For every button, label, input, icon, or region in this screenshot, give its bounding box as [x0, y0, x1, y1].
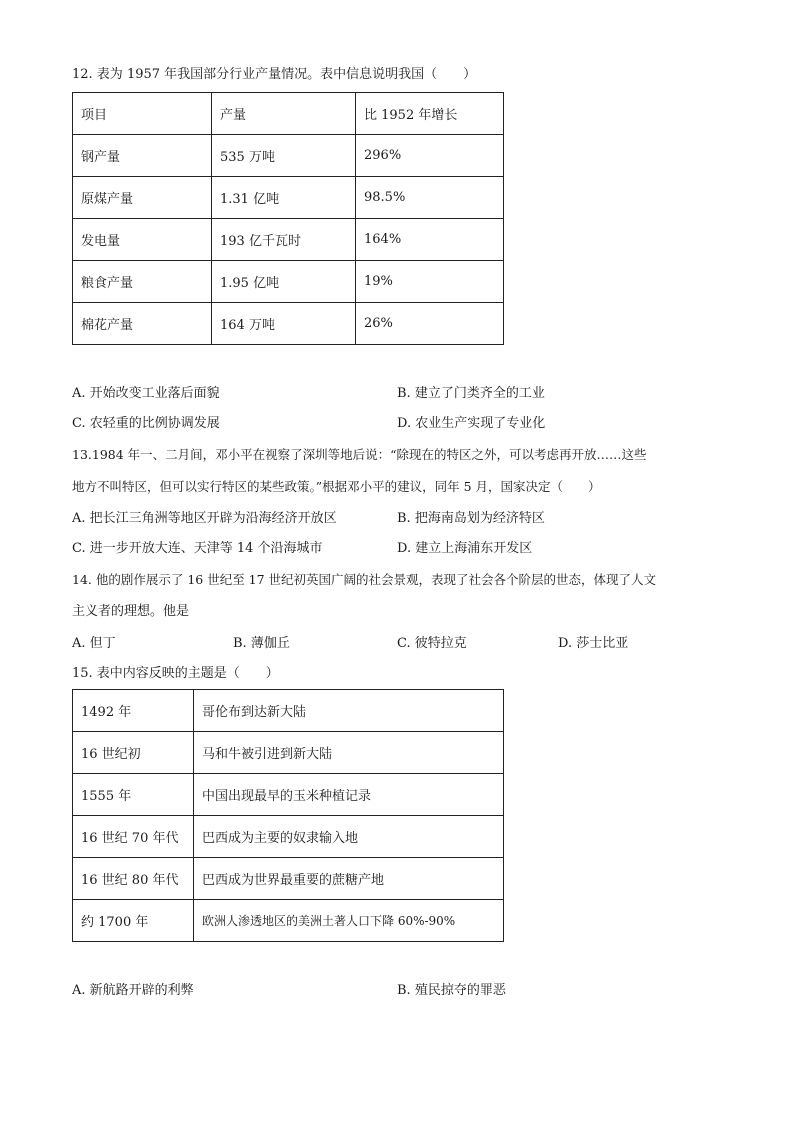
table-cell: 巴西成为世界最重要的蔗糖产地	[194, 858, 504, 900]
table-cell: 原煤产量	[73, 177, 212, 219]
table-row	[73, 177, 504, 219]
table-cell: 约 1700 年	[73, 900, 194, 942]
table-row	[73, 732, 504, 774]
table-cell: 棉花产量	[73, 303, 212, 345]
q14-option-c: C. 彼特拉克	[397, 636, 467, 651]
q15-option-b: B. 殖民掠夺的罪恶	[397, 983, 506, 998]
table-header-cell: 比 1952 年增长	[356, 93, 504, 135]
q14-option-a: A. 但丁	[72, 636, 116, 651]
table-cell: 535 万吨	[212, 135, 356, 177]
table-cell: 26%	[356, 303, 504, 345]
table-row	[73, 135, 504, 177]
table-row	[73, 690, 504, 732]
q12-option-c: C. 农轻重的比例协调发展	[72, 416, 220, 431]
table-header-cell: 产量	[212, 93, 356, 135]
table-row	[73, 303, 504, 345]
q15-table	[72, 689, 504, 942]
q12-option-b: B. 建立了门类齐全的工业	[397, 386, 545, 401]
table-row	[73, 816, 504, 858]
table-cell: 16 世纪 70 年代	[73, 816, 194, 858]
table-cell: 16 世纪初	[73, 732, 194, 774]
q12-option-d: D. 农业生产实现了专业化	[397, 416, 546, 431]
table-cell: 1555 年	[73, 774, 194, 816]
table-cell: 发电量	[73, 219, 212, 261]
table-cell: 19%	[356, 261, 504, 303]
table-cell: 193 亿千瓦时	[212, 219, 356, 261]
table-cell: 粮食产量	[73, 261, 212, 303]
table-row	[73, 261, 504, 303]
q12-option-a: A. 开始改变工业落后面貌	[72, 386, 220, 401]
q15-stem: 15. 表中内容反映的主题是（ ）	[72, 666, 279, 681]
q12-table	[72, 92, 504, 345]
table-row	[73, 774, 504, 816]
table-cell: 16 世纪 80 年代	[73, 858, 194, 900]
q12-stem: 12. 表为 1957 年我国部分行业产量情况。表中信息说明我国（ ）	[72, 67, 477, 82]
table-cell: 164%	[356, 219, 504, 261]
table-header-row	[73, 93, 504, 135]
table-cell: 164 万吨	[212, 303, 356, 345]
table-row	[73, 900, 504, 942]
table-header-cell: 项目	[73, 93, 212, 135]
table-cell: 296%	[356, 135, 504, 177]
table-cell: 1.95 亿吨	[212, 261, 356, 303]
table-row	[73, 858, 504, 900]
table-cell: 巴西成为主要的奴隶输入地	[194, 816, 504, 858]
q13-option-d: D. 建立上海浦东开发区	[397, 541, 533, 556]
q14-stem-line1: 14. 他的剧作展示了 16 世纪至 17 世纪初英国广阔的社会景观，表现了社会各个阶层的世态，体现了人文	[72, 572, 657, 587]
q13-option-a: A. 把长江三角洲等地区开辟为沿海经济开放区	[72, 511, 337, 526]
table-cell: 哥伦布到达新大陆	[194, 690, 504, 732]
table-cell: 欧洲人渗透地区的美洲土著人口下降 60%-90%	[194, 900, 504, 942]
q13-option-c: C. 进一步开放大连、天津等 14 个沿海城市	[72, 541, 323, 556]
q13-stem-line1: 13.1984 年一、二月间，邓小平在视察了深圳等地后说：“除现在的特区之外，可以考虑再开放……这些	[72, 447, 647, 462]
table-cell: 98.5%	[356, 177, 504, 219]
q13-option-b: B. 把海南岛划为经济特区	[397, 511, 545, 526]
q14-stem-line2: 主义者的理想。他是	[72, 604, 190, 619]
table-row	[73, 219, 504, 261]
q15-option-a: A. 新航路开辟的利弊	[72, 983, 194, 998]
q14-option-d: D. 莎士比亚	[558, 636, 629, 651]
table-cell: 1492 年	[73, 690, 194, 732]
table-cell: 中国出现最早的玉米种植记录	[194, 774, 504, 816]
table-cell: 钢产量	[73, 135, 212, 177]
q13-stem-line2: 地方不叫特区，但可以实行特区的某些政策。”根据邓小平的建议，同年 5 月，国家决定（ ）	[72, 479, 601, 494]
table-cell: 马和牛被引进到新大陆	[194, 732, 504, 774]
q14-option-b: B. 薄伽丘	[233, 636, 290, 651]
table-cell: 1.31 亿吨	[212, 177, 356, 219]
